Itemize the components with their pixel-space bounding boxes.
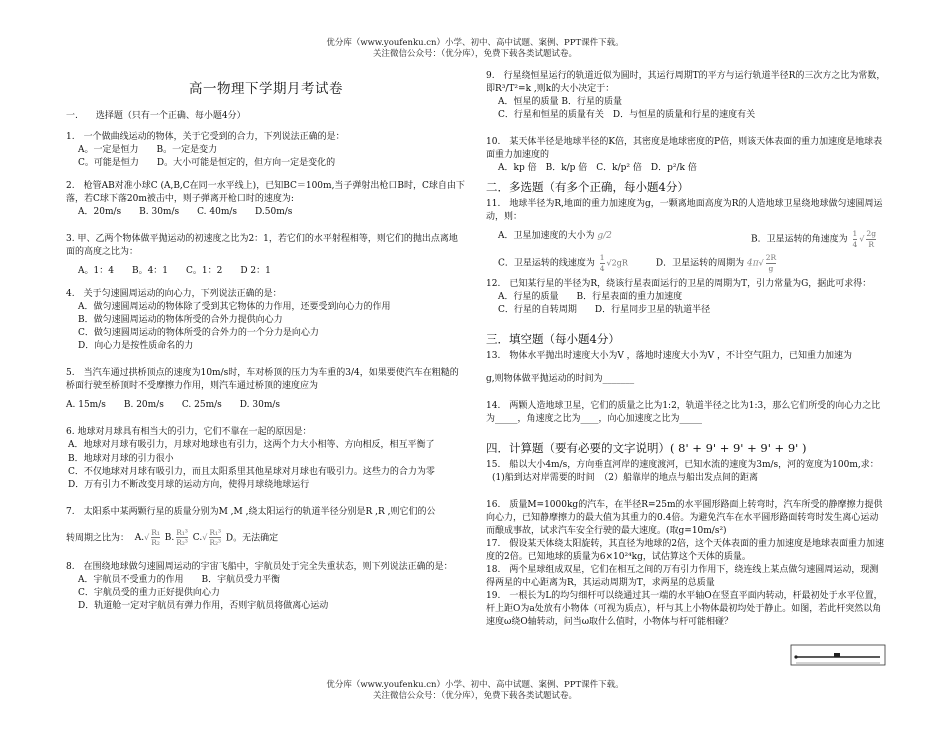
exam-title: 高一物理下学期月考试卷 [189,81,343,97]
section-4-heading: 四．计算题（要有必要的文字说明）( 8' + 9' + 9' + 9' + 9' ) [486,441,807,456]
question-10: 10. 某天体半径是地球半径的K倍，其密度是地球密度的P倍，则该天体表面的重力加速度是地球表面重力加速度的 A．kp 倍 B．k/p 倍 C．k/p² 倍 D．p²/k 倍 [486,137,883,174]
question-3: 3. 甲、乙两个物体做平抛运动的初速度之比为2：1，若它们的水平射程相等，则它们的抛出点离地面的高度之比为： A。1：4 B。4：1 C。1：2 D 2：1 [66,233,458,276]
section-3-heading: 三．填空题（每小题4分） [486,332,620,347]
question-1: 1. 一个做曲线运动的物体，关于它受到的合力，下列说法正确的是： A。一定是恒力 B。一定是变力 C。可能是恒力 D。大小可能是恒定的，但方向一定是变化的 [66,131,345,168]
question-19: 19. 一根长为L的均匀细杆可以绕通过其一端的水平轴O在竖直平面内转动，杆最初处于水平位置，杆上距O为a处放有小物体（可视为质点），杆与其上小物体最初均处于静止。如图，若此杆突然以角速度ω绕O轴转动，问当ω取什么值时，小物体与杆可能相碰？ [486,591,883,628]
question-11: 11. 地球半径为R,地面的重力加速度为g，一颗离地面高度为R的人造地球卫星绕地球做匀速圆周运动，则： A．卫星加速度的大小为 g/2 B．卫星运转的角速度为 $\frac{1}{4}$ √ $\frac{2g}{R}$ C．卫星运转的线速度为 $\frac{1}{4}$ √2gR D．卫星运转的周期为 4π√ $\frac{2R}{g}$ [486,199,883,273]
question-17: 17. 假设某天体绕太阳旋转，其直径为地球的2倍，这个天体表面的重力加速度是地球表面重力加速度的2倍。已知地球的质量为6×10²⁴kg，试估算这个天体的质量。 [486,539,885,563]
section-2-heading: 二．多选题（有多个正确，每小题4分） [486,180,689,195]
page-header [0,38,950,61]
section-1-heading: 一. 选择题（只有一个正确、每小题4分） [66,110,246,121]
question-18: 18. 两个星球组成双星，它们在相互之间的万有引力作用下，绕连线上某点做匀速圆周运动，现测得两星的中心距离为R，其运动周期为T，求两星的总质量 [486,565,879,589]
question-15: 15. 船以大小4m/s，方向垂直河岸的速度渡河，已知水流的速度为3m/s，河的宽度为100m,求： (1)船到达对岸需要的时间 （2）船靠岸的地点与船出发点间的距离 [486,459,879,483]
footer-line-1: 优分库（www.youfenku.cn）小学、初中、高中试题、案例、PPT课件下载。 [326,680,624,690]
question-4: 4. 关于匀速圆周运动的向心力，下列说法正确的是： A．做匀速圆周运动的物体除了受到其它物体的力作用，还要受到向心力的作用 B．做匀速圆周运动的物体所受的合外力提供向心力 C．做匀速圆周运动的物体所受的合外力的一个分力是向心力 D．向心力是按性质命名的力 [66,289,391,352]
pivot-o [794,655,797,658]
q7-option-formulas: A.√ $\frac{\text{R₁}}{\text{R₂}}$ B. $\frac{\text{R₁³}}{\text{R₂³}}$ C.√ $\frac{\text{R₁³}}{\text{R₂³}}$ [131,527,221,548]
header-line-1: 优分库（www.youfenku.cn）小学、初中、高中试题、案例、PPT课件下载。 [326,38,624,48]
question-9: 9. 行星绕恒星运行的轨道近似为圆时，其运行周期T的平方与运行轨道半径R的三次方之比为常数，即R³/T²=k ,则k的大小决定于： A．恒星的质量 B．行星的质量 C．行星和恒星的质量有关 D．与恒星的质量和行星的速度有关 [486,71,886,121]
small-object [834,653,840,657]
footer-line-2: 关注微信公众号：（优分库），免费下载各类试题试卷。 [372,691,577,702]
question-6: 6. 地球对月球具有相当大的引力，它们不靠在一起的原因是： A．地球对月球有吸引力，月球对地球也有引力，这两个力大小相等、方向相反，相互平衡了 B．地球对月球的引力很小 C．不仅地球对月球有吸引力，而且太阳系里其他星球对月球也有吸引力。这些力的合力为零 D．万有引力不断改变月球的运动方向，使得月球绕地球运行 [66,427,435,490]
question-12: 12. 已知某行星的半径为R，绕该行星表面运行的卫星的周期为T，引力常量为G，据此可求得： A．行星的质量 B．行星表面的重力加速度 C．行星的自转周期 D．行星同步卫星的轨道半径 [486,279,872,316]
question-16: 16. 质量M=1000kg的汽车，在半径R=25m的水平圆形路面上转弯时，汽车所受的静摩擦力提供向心力，已知静摩擦力的最大值为其重力的0.4倍。为避免汽车在水平圆形路面转弯时发生离心运动而酿成事故，试求汽车安全行驶的最大速度。(取g=10m/s²) [486,499,883,536]
right-column [486,70,886,629]
question-7: 7. 太阳系中某两颗行星的质量分别为M ,M ,绕太阳运行的轨道半径分别是R ,R ,则它们的公 转周期之比为： A.√ $\frac{\text{R₁}}{\text{R₂}}$ B. $\frac{\text{R₁³}}{\text{R₂³}}$ C.√ $\frac{\text{R₁³}}{\text{R₂³}}$ D。无法确定 [66,506,436,548]
page-footer [0,680,950,703]
question-8: 8. 在围绕地球做匀速圆周运动的宇宙飞船中，宇航员处于完全失重状态，则下列说法正确的是： A．宇航员不受重力的作用 B．宇航员受力平衡 C．宇航员受的重力正好提供向心力 D．轨道舱一定对宇航员有弹力作用，否则宇航员将做离心运动 [66,561,453,611]
header-line-2: 关注微信公众号：（优分库），免费下载各类试题试卷。 [372,49,577,60]
question-13: 13. 物体水平抛出时速度大小为V ，落地时速度大小为V ，不计空气阻力，已知重力加速为 g,则物体做平抛运动的时间为_______ [486,350,853,384]
left-column [66,78,466,613]
question-14: 14. 两颗人造地球卫星，它们的质量之比为1:2，轨道半径之比为1:3，那么它们所受的向心力之比为_____，角速度之比为____，向心加速度之比为_____ [486,401,881,425]
rod-diagram [790,644,886,666]
question-2: 2. 枪管AB对准小球C (A,B,C在同一水平线上)，已知BC＝100m,当子弹射出枪口B时，C球自由下落，若C球下落20m被击中，则子弹离开枪口时的速度为: A．20m/s B. 30m/s C. 40m/s D.50m/s [66,180,465,217]
question-5: 5. 当汽车通过拱桥顶点的速度为10m/s时，车对桥顶的压力为车重的3/4，如果要使汽车在粗糙的桥面行驶至桥顶时不受摩擦力作用，则汽车通过桥顶的速度应为 A. 15m/s B. 20m/s C. 25m/s D. 30m/s [66,368,459,411]
